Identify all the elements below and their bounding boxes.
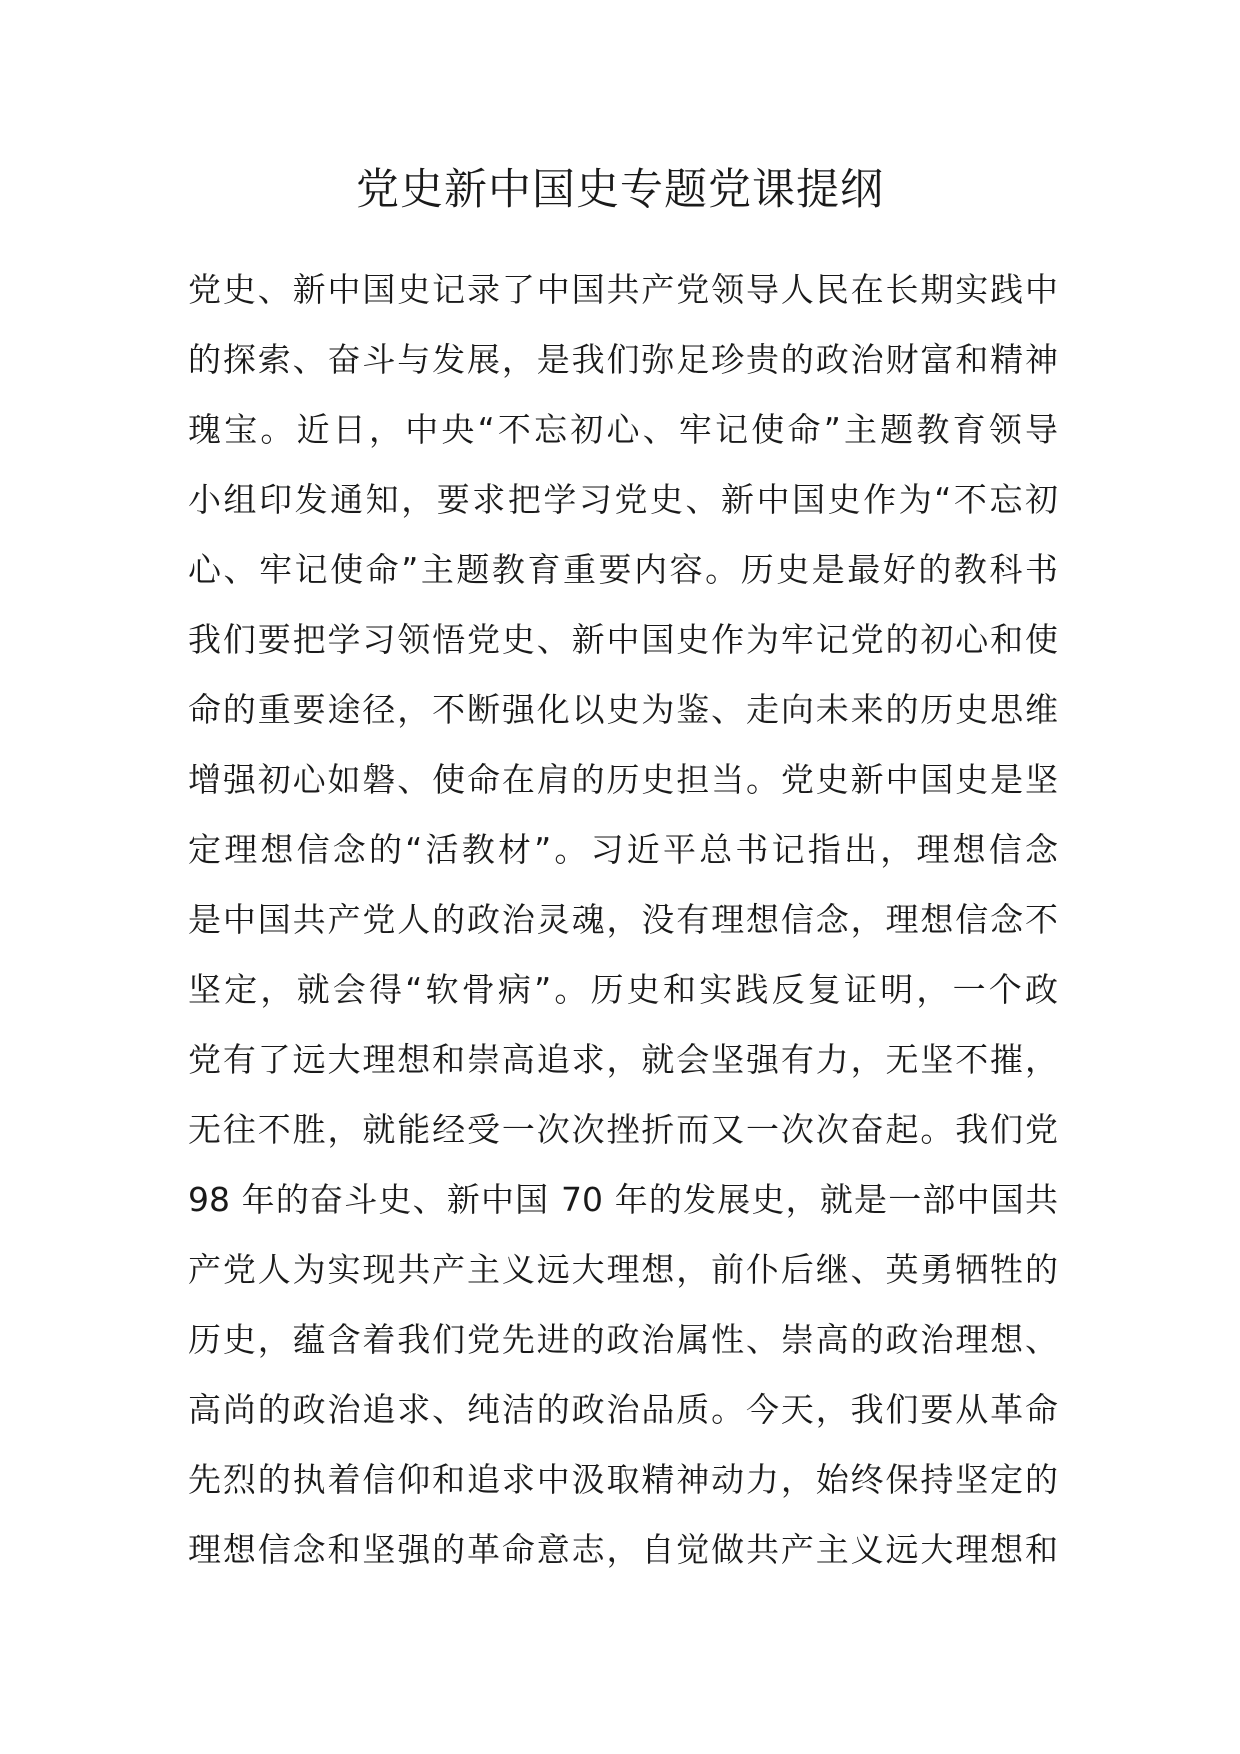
body-line-18: 先烈的执着信仰和追求中汲取精神动力，始终保持坚定的 [188,1460,1058,1499]
body-line-17: 高尚的政治追求、纯洁的政治品质。今天，我们要从革命 [188,1390,1058,1429]
body-line-2: 的探索、奋斗与发展，是我们弥足珍贵的政治财富和精神 [188,340,1058,379]
body-line-12: 党有了远大理想和崇高追求，就会坚强有力，无坚不摧， [188,1040,1058,1079]
body-line-11: 坚定，就会得“软骨病”。历史和实践反复证明，一个政 [188,970,1058,1009]
body-line-14: 98 年的奋斗史、新中国 70 年的发展史，就是一部中国共 [188,1180,1058,1219]
body-line-3: 瑰宝。近日，中央“不忘初心、牢记使命”主题教育领导 [188,410,1058,449]
body-line-13: 无往不胜，就能经受一次次挫折而又一次次奋起。我们党 [188,1110,1058,1149]
body-line-7: 命的重要途径，不断强化以史为鉴、走向未来的历史思维 [188,690,1058,729]
body-line-16: 历史，蕴含着我们党先进的政治属性、崇高的政治理想、 [188,1320,1058,1359]
body-line-10: 是中国共产党人的政治灵魂，没有理想信念，理想信念不 [188,900,1058,939]
body-line-1: 党史、新中国史记录了中国共产党领导人民在长期实践中 [188,270,1058,309]
body-line-19: 理想信念和坚强的革命意志，自觉做共产主义远大理想和 [188,1530,1058,1569]
body-line-4: 小组印发通知，要求把学习党史、新中国史作为“不忘初 [188,480,1058,519]
document-body [188,255,1058,1585]
body-line-9: 定理想信念的“活教材”。习近平总书记指出，理想信念 [188,830,1058,869]
body-line-5: 心、牢记使命”主题教育重要内容。历史是最好的教科书 [188,550,1058,589]
document-title: 党史新中国史专题党课提纲 [356,165,884,215]
body-line-15: 产党人为实现共产主义远大理想，前仆后继、英勇牺牲的 [188,1250,1058,1289]
body-line-8: 增强初心如磐、使命在肩的历史担当。党史新中国史是坚 [188,760,1058,799]
body-line-6: 我们要把学习领悟党史、新中国史作为牢记党的初心和使 [188,620,1058,659]
